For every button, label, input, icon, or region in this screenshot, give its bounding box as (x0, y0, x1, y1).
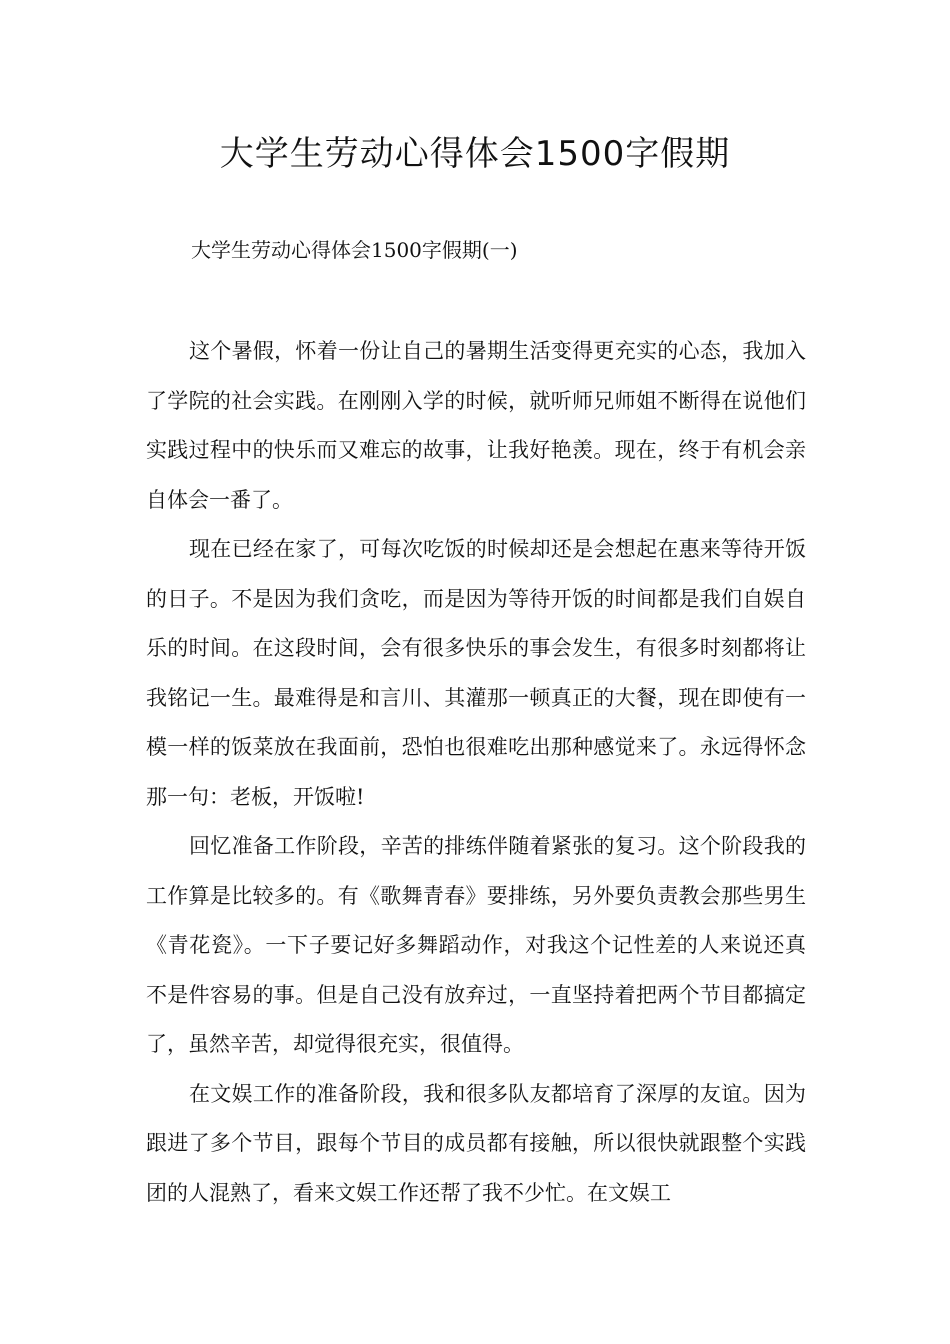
paragraph: 在文娱工作的准备阶段，我和很多队友都培育了深厚的友谊。因为跟进了多个节目，跟每个节目的成员都有接触，所以很快就跟整个实践团的人混熟了，看来文娱工作还帮了我不少忙。在文娱工 (146, 1081, 806, 1205)
paragraph: 回忆准备工作阶段，辛苦的排练伴随着紧张的复习。这个阶段我的工作算是比较多的。有《歌舞青春》要排练，另外要负责教会那些男生《青花瓷》。一下子要记好多舞蹈动作，对我这个记性差的人来说还真不是件容易的事。但是自己没有放弃过，一直坚持着把两个节目都搞定了，虽然辛苦，却觉得很充实，很值得。 (146, 834, 806, 1056)
document-body (146, 327, 806, 1218)
document-subtitle: 大学生劳动心得体会1500字假期(一) (191, 238, 518, 262)
document-title: 大学生劳动心得体会1500字假期 (219, 134, 731, 174)
paragraph: 这个暑假，怀着一份让自己的暑期生活变得更充实的心态，我加入了学院的社会实践。在刚刚入学的时候，就听师兄师姐不断得在说他们实践过程中的快乐而又难忘的故事，让我好艳羡。现在，终于有机会亲自体会一番了。 (146, 339, 806, 512)
paragraph: 现在已经在家了，可每次吃饭的时候却还是会想起在惠来等待开饭的日子。不是因为我们贪吃，而是因为等待开饭的时间都是我们自娱自乐的时间。在这段时间，会有很多快乐的事会发生，有很多时刻都将让我铭记一生。最难得是和言川、其灌那一顿真正的大餐，现在即使有一模一样的饭菜放在我面前，恐怕也很难吃出那种感觉来了。永远得怀念那一句：老板，开饭啦! (146, 537, 806, 809)
